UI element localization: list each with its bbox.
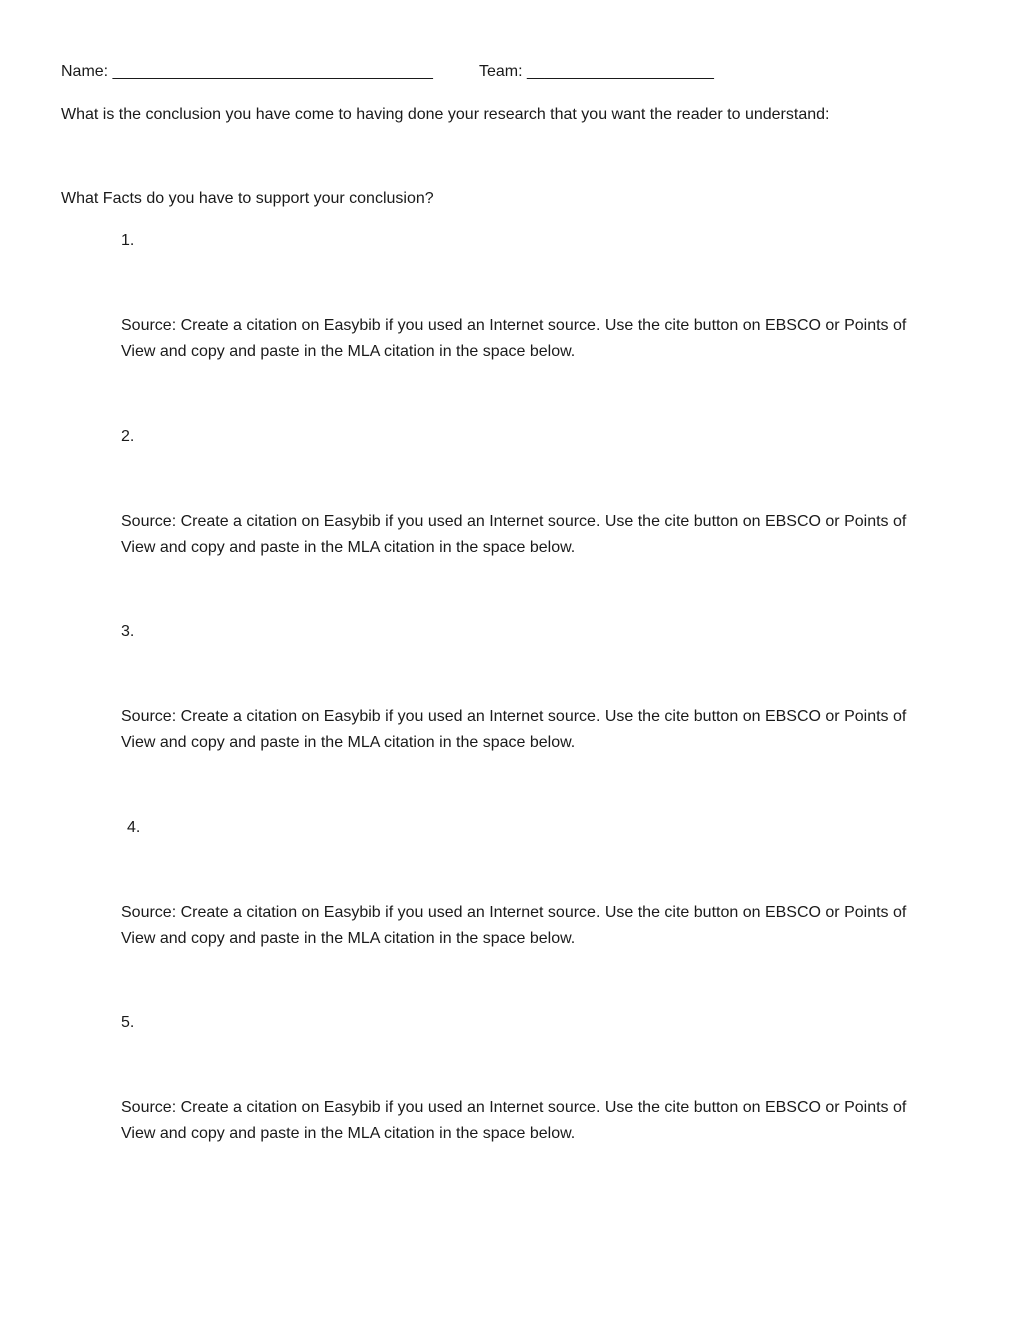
fact-source-3-line2: View and copy and paste in the MLA citation in the space below. xyxy=(121,734,576,751)
fact-source-1-line2: View and copy and paste in the MLA citation in the space below. xyxy=(121,343,576,360)
fact-number-5: 5. xyxy=(121,1014,135,1031)
fact-number-3: 3. xyxy=(121,623,135,640)
fact-source-4 xyxy=(121,900,951,952)
conclusion-question: What is the conclusion you have come to having done your research that you want the reader to understand: xyxy=(61,106,830,123)
fact-source-2 xyxy=(121,509,951,561)
facts-question: What Facts do you have to support your conclusion? xyxy=(61,190,434,207)
fact-number-1: 1. xyxy=(121,232,135,249)
fact-source-2-line2: View and copy and paste in the MLA citation in the space below. xyxy=(121,539,576,556)
fact-source-4-line2: View and copy and paste in the MLA citation in the space below. xyxy=(121,930,576,947)
fact-number-4: 4. xyxy=(127,819,141,836)
fact-source-5 xyxy=(121,1095,951,1147)
name-field-label: Name: ____________________________________ xyxy=(61,63,433,80)
fact-source-3-line1: Source: Create a citation on Easybib if you used an Internet source. Use the cite button on EBSCO or Points of xyxy=(121,708,907,725)
fact-source-1 xyxy=(121,313,951,365)
fact-number-2: 2. xyxy=(121,428,135,445)
team-field-label: Team: _____________________ xyxy=(479,63,714,80)
fact-source-2-line1: Source: Create a citation on Easybib if you used an Internet source. Use the cite button on EBSCO or Points of xyxy=(121,513,907,530)
fact-source-5-line1: Source: Create a citation on Easybib if you used an Internet source. Use the cite button on EBSCO or Points of xyxy=(121,1099,907,1116)
fact-source-4-line1: Source: Create a citation on Easybib if you used an Internet source. Use the cite button on EBSCO or Points of xyxy=(121,904,907,921)
fact-source-5-line2: View and copy and paste in the MLA citation in the space below. xyxy=(121,1125,576,1142)
fact-source-1-line1: Source: Create a citation on Easybib if you used an Internet source. Use the cite button on EBSCO or Points of xyxy=(121,317,907,334)
fact-source-3 xyxy=(121,704,951,756)
